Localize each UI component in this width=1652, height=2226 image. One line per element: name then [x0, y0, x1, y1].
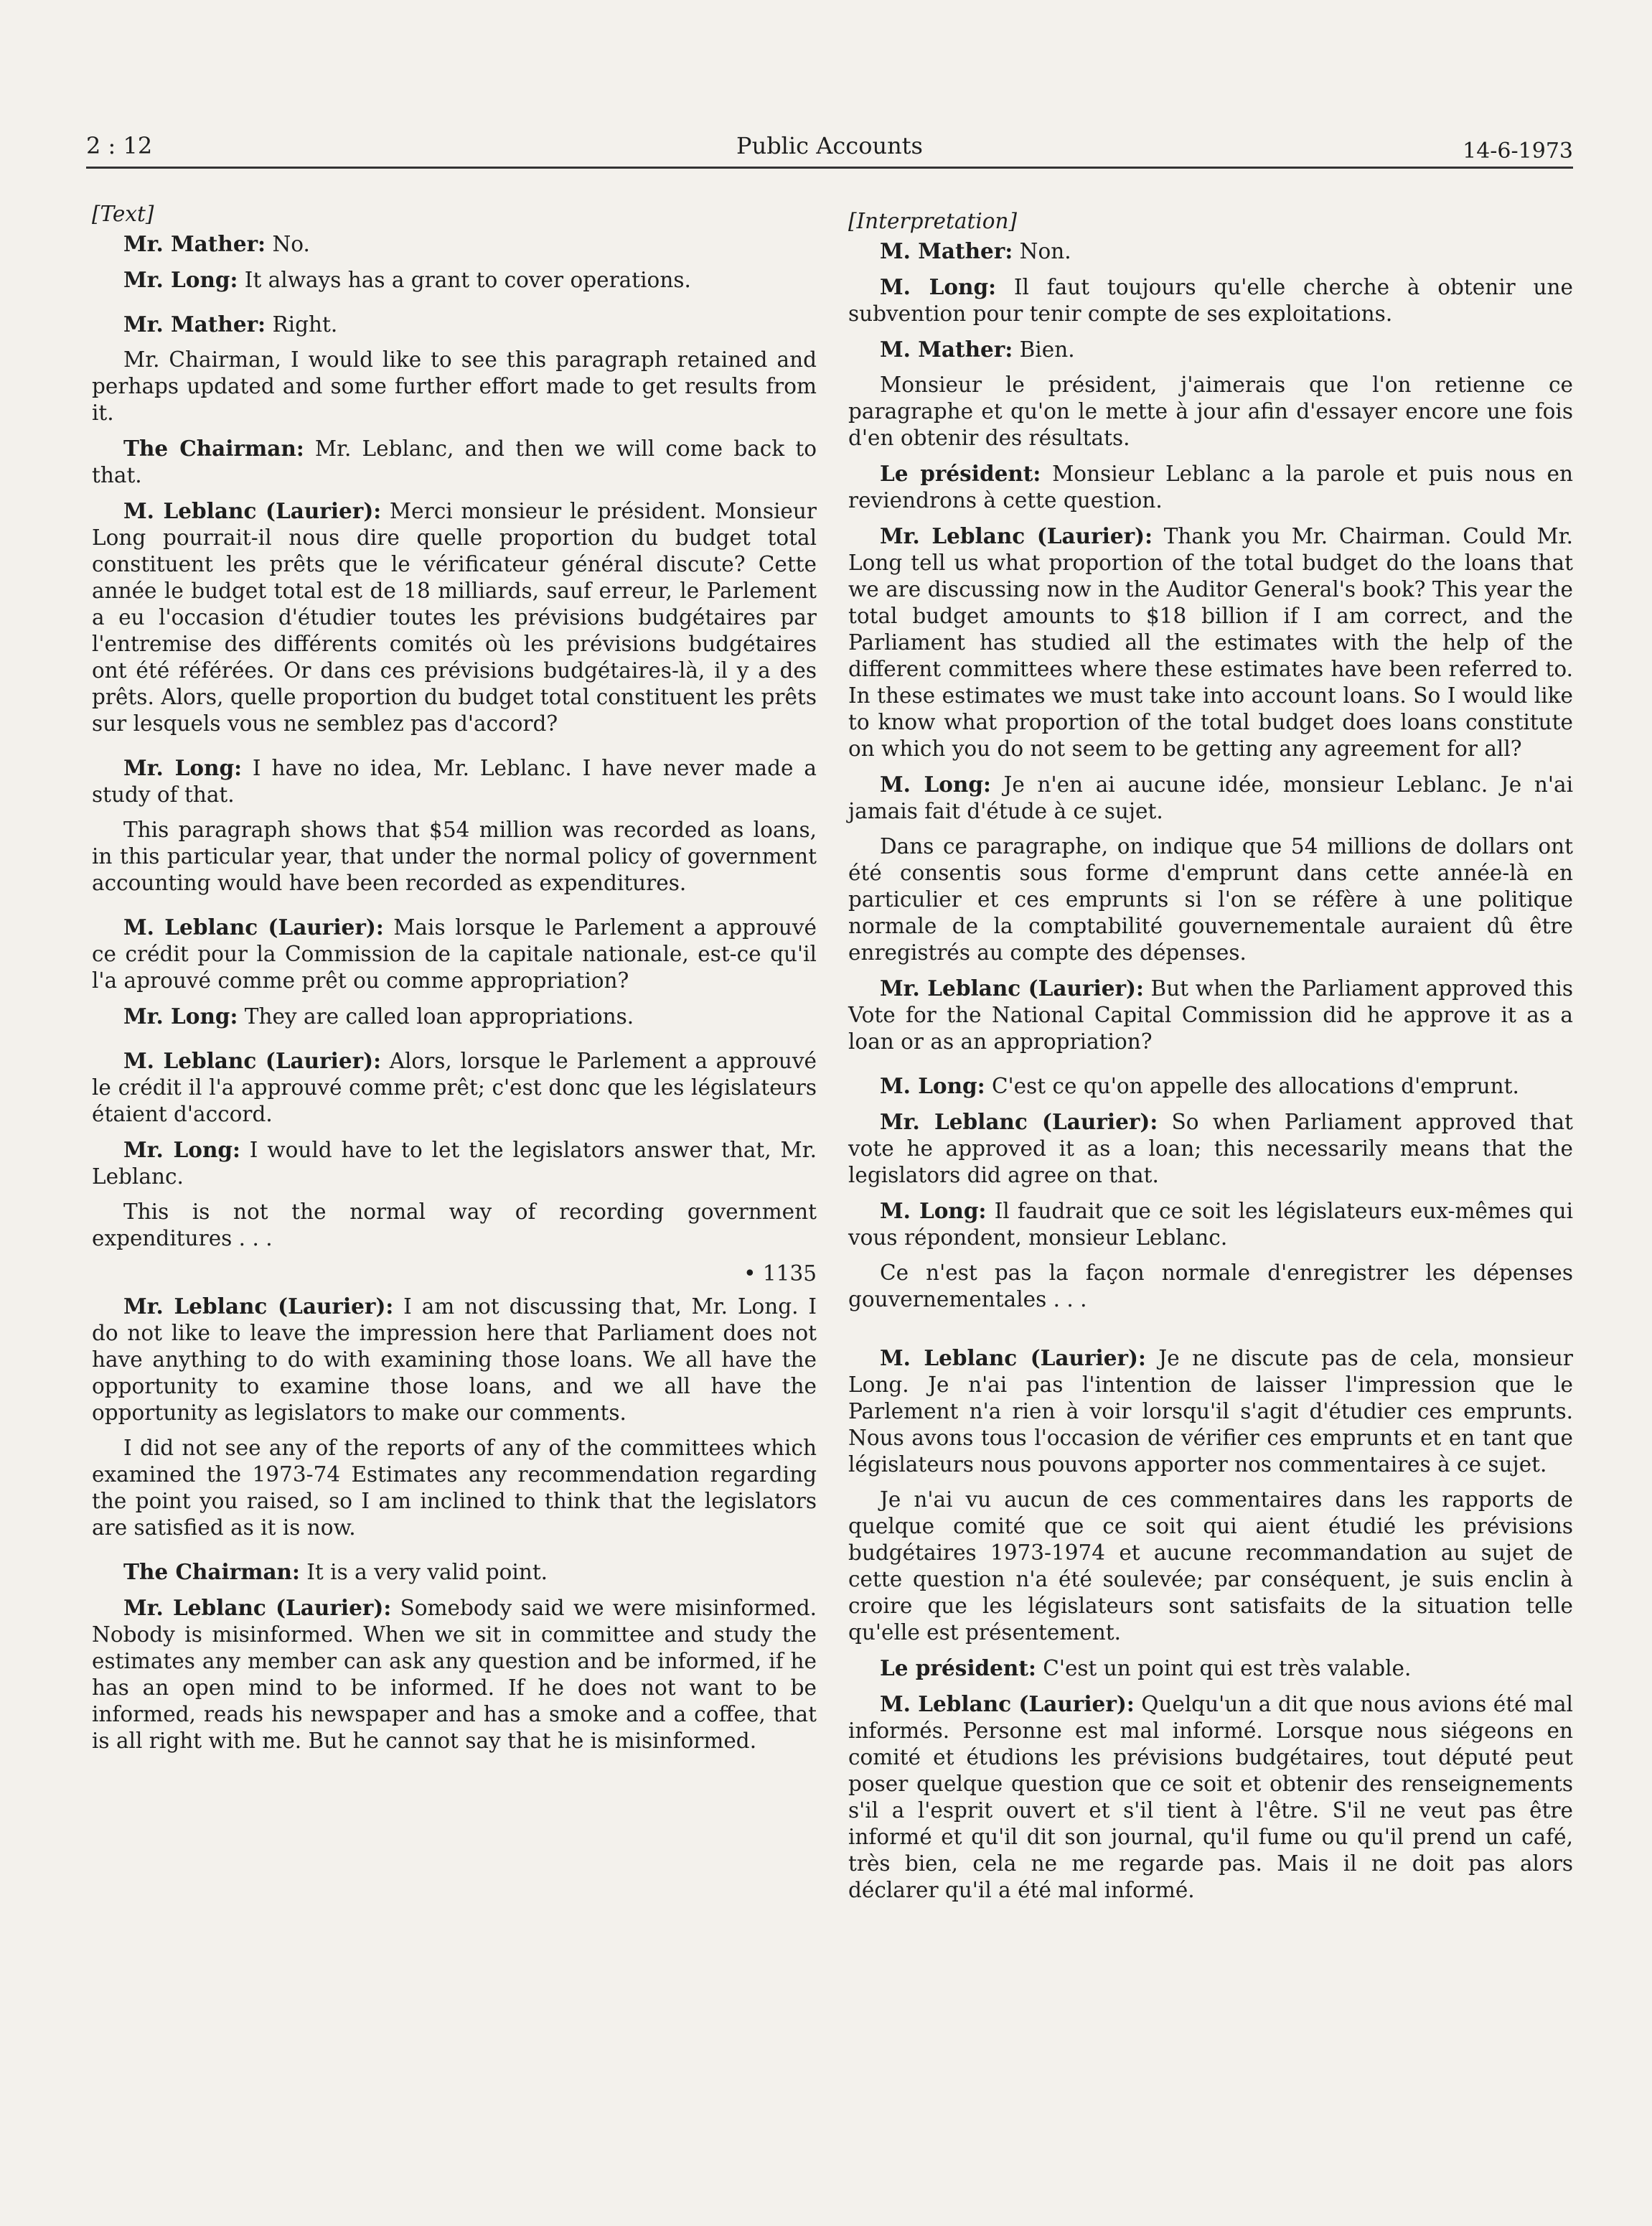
speech: Il faudrait que ce soit les législateurs eux-mêmes qui vous répondent, monsieur Leblanc.	[848, 1199, 1573, 1250]
speaker: M. Leblanc (Laurier):	[123, 498, 382, 523]
paragraph	[92, 311, 817, 338]
paragraph	[848, 1197, 1573, 1251]
speech: Merci monsieur le président. Monsieur Long pourrait-il nous dire quelle proportion du budget total constituent les prêts que le vérificateur général discute? Cette année le budget total est de 18 milliards, sauf erreur, le Parlement a eu l'occasion d'étudier toutes les prévisions budgétaires par l'entremise des différents comités où les prévisions budgétaires ont été référées. Or dans ces prévisions budgétaires-là, il y a des prêts. Alors, quelle proportion du budget total constituent les prêts sur lesquels vous ne semblez pas d'accord?	[92, 499, 817, 736]
speech: I am not discussing that, Mr. Long. I do not like to leave the impression here that Parliament does not have anything to do with examining those loans. We all have the opportunity to examine those loans, and we all have the opportunity as legislators to make our comments.	[92, 1294, 817, 1425]
paragraph: Dans ce paragraphe, on indique que 54 millions de dollars ont été consentis sous forme d'emprunt dans cette année-là en particulier et ces emprunts si l'on se réfère à une politique normale de la comptabilité gouvernementale auraient dû être enregistrés au compte des dépenses.	[848, 834, 1573, 965]
speech: I have no idea, Mr. Leblanc. I have never made a study of that.	[92, 756, 817, 807]
paragraph: Ce n'est pas la façon normale d'enregistrer les dépenses gouvernementales . . .	[848, 1261, 1573, 1311]
speaker: Mr. Leblanc (Laurier):	[880, 976, 1144, 1001]
speaker: Mr. Long:	[123, 755, 242, 780]
paragraph	[848, 523, 1573, 762]
speech: Alors, lorsque le Parlement a approuvé le crédit il l'a approuvé comme prêt; c'est donc que les législateurs étaient d'accord.	[92, 1049, 817, 1126]
speaker: Mr. Mather:	[123, 312, 266, 337]
paragraph	[92, 914, 817, 994]
paragraph: Mr. Chairman, I would like to see this paragraph retained and perhaps updated and some further effort made to get results from it.	[92, 347, 817, 425]
paragraph	[92, 1558, 817, 1586]
speech: Bien.	[1013, 337, 1075, 362]
speech: C'est ce qu'on appelle des allocations d'emprunt.	[985, 1074, 1519, 1098]
speaker: Mr. Mather:	[123, 231, 266, 256]
paragraph: This paragraph shows that $54 million was recorded as loans, in this particular year, that under the normal policy of government accounting would have been recorded as expenditures.	[92, 818, 817, 895]
page-date: 14-6-1973	[1463, 139, 1573, 164]
paragraph	[848, 1345, 1573, 1478]
french-column	[848, 208, 1573, 1912]
speech: Je ne discute pas de cela, monsieur Long. Je n'ai pas l'intention de laisser l'impression que le Parlement n'a rien à voir lorsqu'il s'agit d'étudier ces emprunts. Nous avons tous l'occasion de vérifier ces emprunts et en tant que législateurs nous pouvons apporter nos commentaires à ce sujet.	[848, 1346, 1573, 1477]
speech: Quelqu'un a dit que nous avions été mal informés. Personne est mal informé. Lorsque nous siégeons en comité et étudions les prévisions budgétaires, tout député peut poser quelque question que ce soit et obtenir des renseignements s'il a l'esprit ouvert et s'il tient à l'être. S'il ne veut pas être informé et qu'il dit son journal, qu'il fume ou qu'il prend un café, très bien, cela ne me regarde pas. Mais il ne doit pas alors déclarer qu'il a été mal informé.	[848, 1692, 1573, 1902]
speech: Mais lorsque le Parlement a approuvé ce crédit pour la Commission de la capitale nationale, est-ce qu'il l'a aprouvé comme prêt ou comme appropriation?	[92, 915, 817, 993]
speech: No.	[266, 232, 310, 256]
speaker: M. Leblanc (Laurier):	[123, 1048, 382, 1073]
speaker: M. Leblanc (Laurier):	[880, 1345, 1146, 1370]
speech: C'est un point qui est très valable.	[1036, 1656, 1412, 1680]
paragraph: This is not the normal way of recording government expenditures . . .	[92, 1199, 817, 1250]
paragraph	[848, 975, 1573, 1055]
speech: Thank you Mr. Chairman. Could Mr. Long tell us what proportion of the total budget do the loans that we are discussing now in the Auditor General's book? This year the total budget amounts to $18 billion if I am correct, and the Parliament has studied all the estimates with the help of the different committees where these estimates have been referred to. In these estimates we must take into account loans. So I would like to know what proportion of the total budget does loans constitute on which you do not seem to be getting any agreement for all?	[848, 524, 1574, 761]
column-label: [Interpretation]	[848, 209, 1018, 233]
paragraph	[848, 273, 1573, 327]
paragraph	[92, 497, 817, 737]
speech: Mr. Leblanc, and then we will come back to that.	[92, 436, 817, 487]
speech: It is a very valid point.	[299, 1560, 548, 1584]
speaker: Mr. Leblanc (Laurier):	[123, 1294, 394, 1319]
paragraph	[92, 754, 817, 808]
speaker: The Chairman:	[123, 1559, 300, 1584]
paragraph	[848, 1655, 1573, 1682]
paragraph	[92, 1003, 817, 1030]
paragraph	[848, 238, 1573, 265]
speaker: Mr. Long:	[123, 1137, 240, 1162]
paragraph	[848, 1108, 1573, 1189]
paragraph	[848, 460, 1573, 514]
page-number: 2 : 12	[86, 132, 153, 159]
paragraph	[848, 1690, 1573, 1904]
speaker: Mr. Leblanc (Laurier):	[880, 1109, 1158, 1134]
speaker: M. Leblanc (Laurier):	[123, 915, 384, 940]
paragraph: Monsieur le président, j'aimerais que l'on retienne ce paragraphe et qu'on le mette à jour afin d'essayer encore une fois d'en obtenir des résultats.	[848, 373, 1573, 450]
paragraph	[848, 336, 1573, 363]
speaker: Mr. Leblanc (Laurier):	[123, 1595, 392, 1620]
speaker: The Chairman:	[123, 436, 304, 461]
speech: Somebody said we were misinformed. Nobody is misinformed. When we sit in committee and study the estimates any member can ask any question and be informed, if he has an open mind to be informed. If he does not want to be informed, reads his newspaper and has a smoke and a coffee, that is all right with me. But he cannot say that he is misinformed.	[92, 1596, 817, 1753]
speaker: M. Long:	[880, 1198, 987, 1223]
page-header	[86, 121, 1573, 169]
speaker: M. Mather:	[880, 238, 1013, 263]
speech: I would have to let the legislators answer that, Mr. Leblanc.	[92, 1138, 817, 1189]
speaker: Mr. Leblanc (Laurier):	[880, 523, 1153, 548]
paragraph	[92, 230, 817, 258]
speaker: Le président:	[880, 461, 1041, 486]
speech: They are called loan appropriations.	[238, 1004, 634, 1029]
paragraph	[92, 1047, 817, 1128]
speech: Right.	[266, 312, 338, 337]
speaker: M. Mather:	[880, 337, 1013, 362]
speaker: Mr. Long:	[123, 267, 238, 292]
speaker: M. Leblanc (Laurier):	[880, 1691, 1135, 1716]
speaker: Mr. Long:	[123, 1004, 238, 1029]
speech: Monsieur Leblanc a la parole et puis nous en reviendrons à cette question.	[848, 462, 1573, 513]
speech: Il faut toujours qu'elle cherche à obtenir une subvention pour tenir compte de ses exploitations.	[848, 275, 1574, 326]
paragraph	[92, 1136, 817, 1190]
speaker: M. Long:	[880, 274, 997, 299]
column-label: [Text]	[92, 202, 154, 226]
english-column	[92, 201, 817, 1763]
paragraph	[848, 1072, 1573, 1100]
paragraph	[92, 435, 817, 489]
speech: Non.	[1013, 239, 1071, 263]
speech: Je n'en ai aucune idée, monsieur Leblanc. Je n'ai jamais fait d'étude à ce sujet.	[848, 772, 1574, 823]
time-marker: • 1135	[743, 1261, 817, 1286]
paragraph	[92, 1594, 817, 1754]
speaker: M. Long:	[880, 772, 991, 797]
paragraph: I did not see any of the reports of any of the committees which examined the 1973-74 Estimates any recommendation regarding the point you raised, so I am inclined to think that the legislators are satisfied as it is now.	[92, 1436, 817, 1540]
speech: So when Parliament approved that vote he approved it as a loan; this necessarily means that the legislators did agree on that.	[848, 1110, 1573, 1187]
speaker: M. Long:	[880, 1073, 985, 1098]
speech: It always has a grant to cover operations.	[238, 268, 691, 292]
speaker: Le président:	[880, 1655, 1036, 1680]
speech: But when the Parliament approved this Vote for the National Capital Commission did he approve it as a loan or as an appropriation?	[848, 976, 1573, 1054]
running-title: Public Accounts	[736, 132, 923, 159]
paragraph	[92, 1293, 817, 1426]
paragraph	[848, 771, 1573, 825]
paragraph: Je n'ai vu aucun de ces commentaires dans les rapports de quelque comité que ce soit qui aient étudié les prévisions budgétaires 1973-1974 et aucune recommandation au sujet de cette question n'a été soulevée; par conséquent, je suis enclin à croire que les législateurs sont satisfaits de la situation telle qu'elle est présentement.	[848, 1487, 1573, 1645]
paragraph	[92, 266, 817, 294]
